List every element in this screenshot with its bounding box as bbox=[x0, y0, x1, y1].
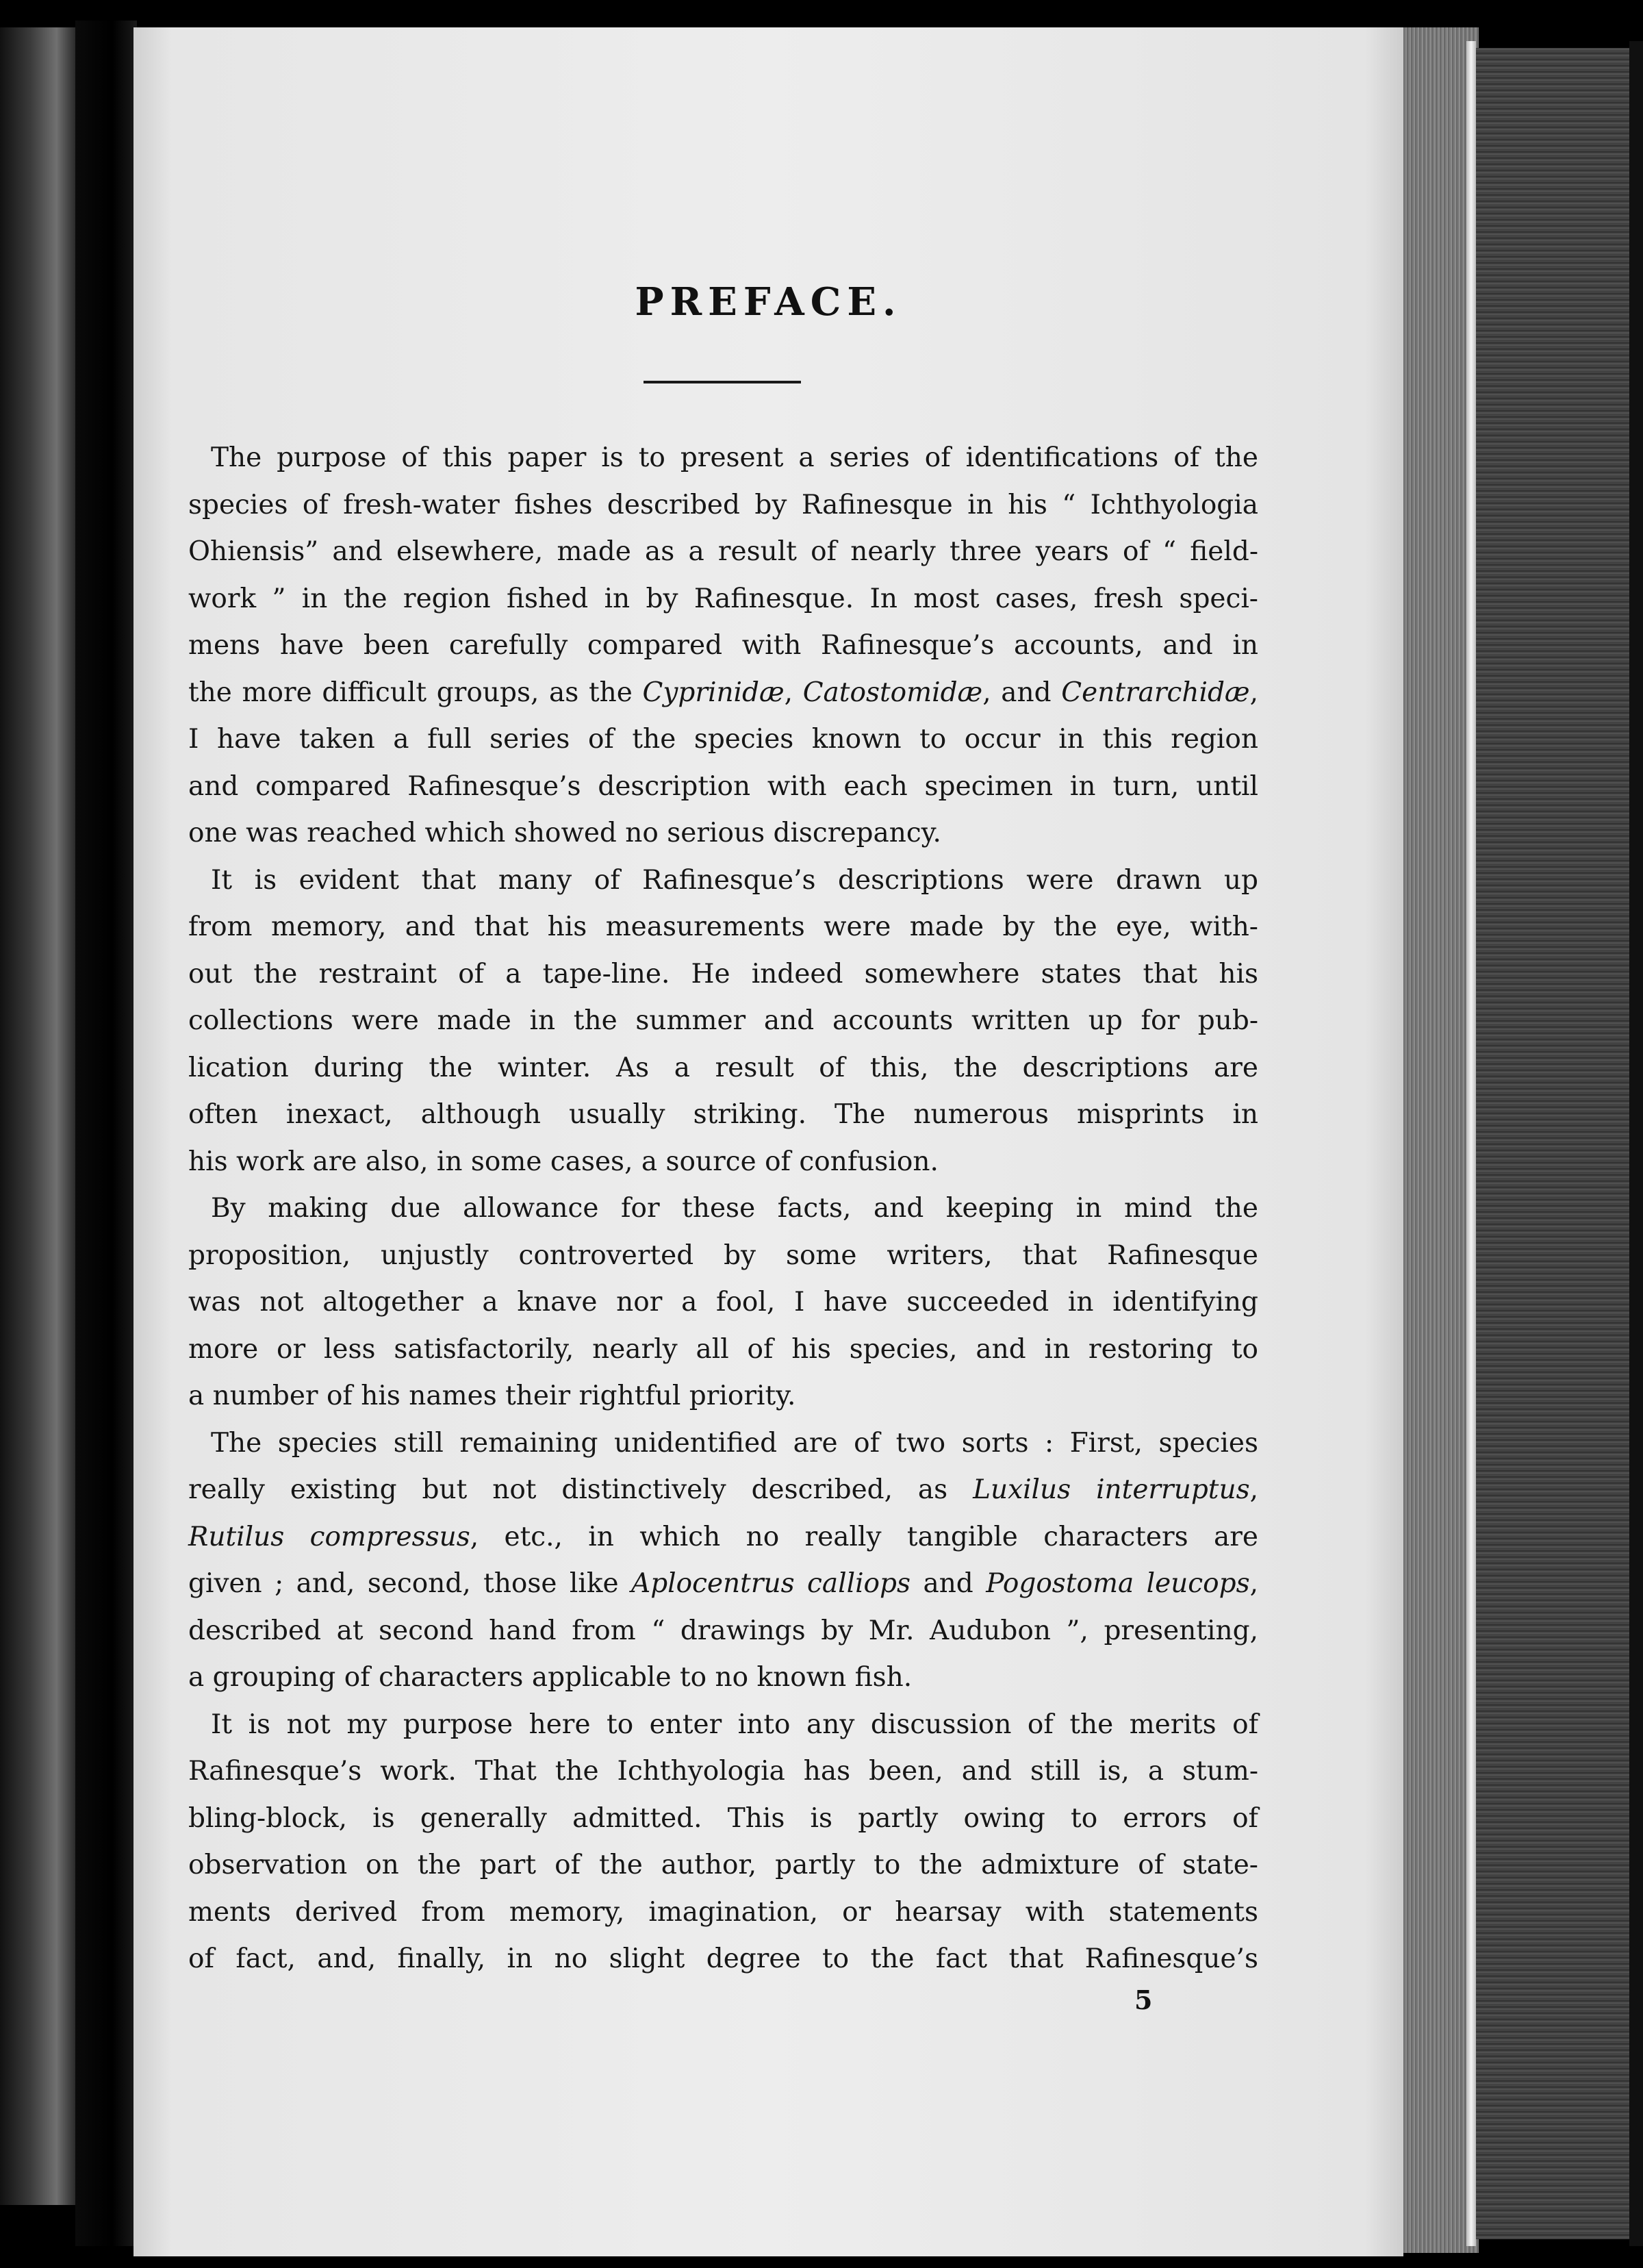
text-line: The purpose of this paper is to present a series of identifications of the bbox=[211, 442, 1258, 473]
text-run: given ; and, second, those like bbox=[188, 1568, 632, 1599]
paragraph-4 bbox=[188, 1420, 1258, 1702]
taxon-name: Luxilus interruptus bbox=[973, 1474, 1250, 1505]
text-run: and bbox=[910, 1568, 986, 1599]
paragraph-2 bbox=[188, 857, 1258, 1186]
text-line bbox=[188, 1561, 1258, 1608]
page-heading: PREFACE. bbox=[635, 279, 902, 325]
paragraph-5 bbox=[188, 1702, 1258, 1983]
facing-page-edge bbox=[0, 27, 75, 2205]
paragraph-3 bbox=[188, 1185, 1258, 1420]
text-line: It is not my purpose here to enter into any discussion of the merits of bbox=[211, 1709, 1258, 1740]
text-line: was not altogether a knave nor a fool, I have succeeded in identifying bbox=[188, 1287, 1258, 1318]
page-number: 5 bbox=[1134, 1985, 1153, 2015]
text-line: observation on the part of the author, partly to the admixture of state- bbox=[188, 1850, 1258, 1880]
taxon-name: Catostomidæ bbox=[802, 677, 983, 708]
text-line: Rafinesque’s work. That the Ichthyologia has been, and still is, a stum- bbox=[188, 1756, 1258, 1787]
text-line: collections were made in the summer and accounts written up for pub- bbox=[188, 1005, 1258, 1036]
text-line: ments derived from memory, imagination, or hearsay with statements bbox=[188, 1896, 1258, 1928]
text-line: and compared Rafinesque’s description with each specimen in turn, until bbox=[188, 770, 1258, 802]
binding-gutter bbox=[75, 21, 137, 2246]
text-line: out the restraint of a tape-line. He indeed somewhere states that his bbox=[188, 958, 1258, 990]
text-run: , bbox=[784, 677, 803, 708]
text-run: , bbox=[1249, 677, 1258, 708]
text-run: , and bbox=[982, 677, 1062, 708]
text-line: By making due allowance for these facts, and keeping in mind the bbox=[211, 1193, 1258, 1224]
text-run: really existing but not distinctively described, as bbox=[188, 1474, 973, 1505]
text-run: the more difficult groups, as the bbox=[188, 677, 643, 708]
text-line: lication during the winter. As a result of this, the descriptions are bbox=[188, 1052, 1258, 1083]
text-line: It is evident that many of Rafinesque’s descriptions were drawn up bbox=[211, 864, 1258, 896]
text-line: a grouping of characters applicable to no known fish. bbox=[188, 1662, 913, 1693]
text-line: often inexact, although usually striking. The numerous misprints in bbox=[188, 1099, 1258, 1130]
text-line: work ” in the region fished in by Rafinesque. In most cases, fresh speci- bbox=[188, 583, 1258, 614]
text-line: described at second hand from “ drawings by Mr. Audubon ”, presenting, bbox=[188, 1615, 1258, 1646]
text-line: species of fresh-water fishes described by Rafinesque in his “ Ichthyologia bbox=[188, 489, 1258, 520]
book-page bbox=[133, 27, 1403, 2256]
text-run: , bbox=[1249, 1474, 1258, 1505]
text-line bbox=[188, 670, 1258, 717]
text-line: his work are also, in some cases, a source of confusion. bbox=[188, 1146, 939, 1177]
book-cover-edge bbox=[1476, 48, 1633, 2239]
taxon-name: Pogostoma leucops bbox=[986, 1568, 1250, 1599]
text-line: one was reached which showed no serious discrepancy. bbox=[188, 818, 941, 848]
text-line: more or less satisfactorily, nearly all of his species, and in restoring to bbox=[188, 1333, 1258, 1365]
paragraph-1 bbox=[188, 435, 1258, 857]
text-line: I have taken a full series of the species known to occur in this region bbox=[188, 724, 1258, 755]
text-line: of fact, and, finally, in no slight degree to the fact that Rafinesque’s bbox=[188, 1943, 1258, 1974]
taxon-name: Rutilus compressus bbox=[188, 1521, 470, 1552]
text-line: from memory, and that his measurements were made by the eye, with- bbox=[188, 911, 1258, 942]
page-edge-highlight bbox=[1466, 41, 1476, 2246]
text-line: The species still remaining unidentified are of two sorts : First, species bbox=[211, 1427, 1258, 1459]
text-line: mens have been carefully compared with Rafinesque’s accounts, and in bbox=[188, 630, 1258, 661]
taxon-name: Cyprinidæ bbox=[642, 677, 785, 708]
text-line: bling-block, is generally admitted. This is partly owing to errors of bbox=[188, 1802, 1258, 1834]
taxon-name: Aplocentrus calliops bbox=[631, 1568, 911, 1599]
cover-outer-edge bbox=[1629, 41, 1643, 2246]
text-line bbox=[188, 1467, 1258, 1514]
text-line: proposition, unjustly controverted by some writers, that Rafinesque bbox=[188, 1239, 1258, 1271]
text-run: , etc., in which no really tangible characters are bbox=[470, 1521, 1258, 1552]
heading-rule bbox=[644, 381, 801, 383]
text-line: Ohiensis” and elsewhere, made as a result of nearly three years of “ field- bbox=[188, 536, 1258, 567]
text-line bbox=[188, 1514, 1258, 1561]
taxon-name: Centrarchidæ bbox=[1061, 677, 1250, 708]
text-run: , bbox=[1249, 1568, 1259, 1599]
text-line: a number of his names their rightful priority. bbox=[188, 1381, 796, 1411]
body-text bbox=[188, 435, 1258, 1983]
